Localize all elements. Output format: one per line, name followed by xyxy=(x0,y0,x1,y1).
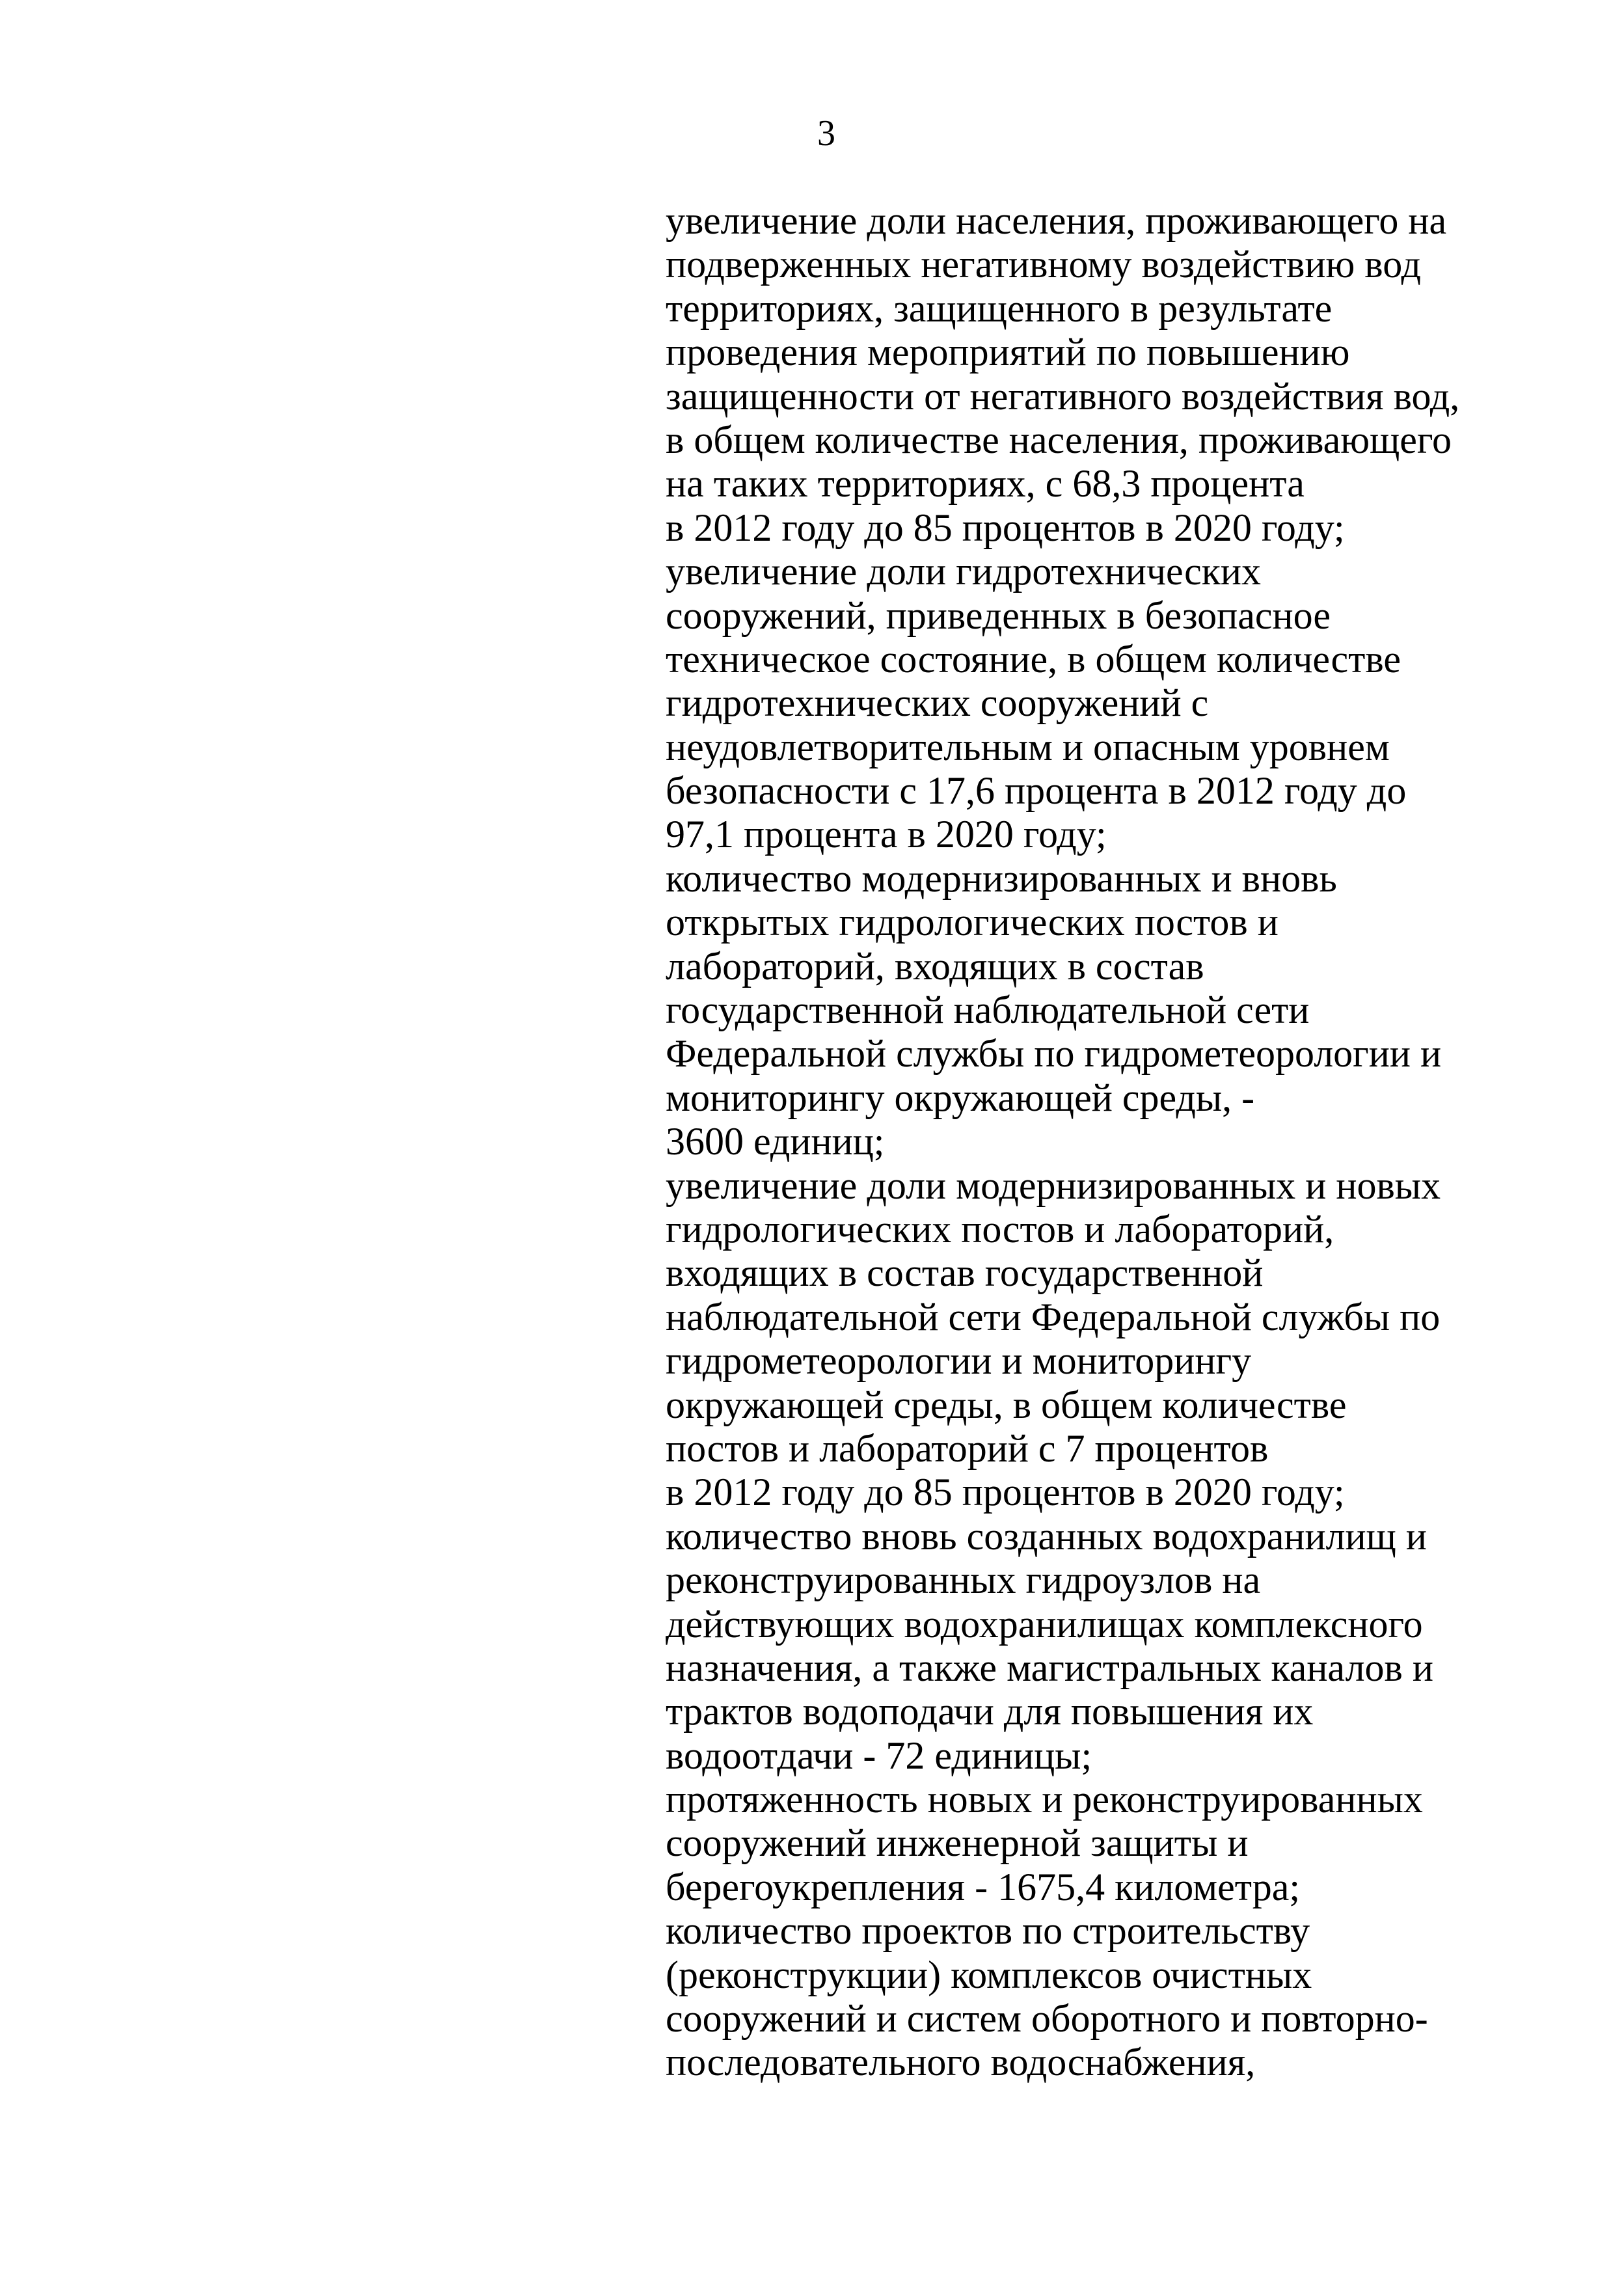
text-line: гидрометеорологии и мониторингу xyxy=(666,1339,1252,1383)
text-line: постов и лабораторий с 7 процентов xyxy=(666,1426,1269,1470)
document-body xyxy=(666,199,1511,2085)
text-line: водоотдачи - 72 единицы; xyxy=(666,1733,1092,1777)
text-line: количество вновь созданных водохранилищ и xyxy=(666,1514,1427,1558)
text-line: неудовлетворительным и опасным уровнем xyxy=(666,725,1390,768)
text-line: гидрологических постов и лабораторий, xyxy=(666,1207,1334,1251)
text-line: территориях, защищенного в результате xyxy=(666,286,1333,330)
text-line: реконструированных гидроузлов на xyxy=(666,1558,1261,1602)
text-line: открытых гидрологических постов и xyxy=(666,901,1279,944)
text-line: подверженных негативному воздействию вод xyxy=(666,243,1422,286)
text-line: мониторингу окружающей среды, - xyxy=(666,1076,1255,1119)
text-line: количество проектов по строительству xyxy=(666,1909,1310,1953)
text-line: наблюдательной сети Федеральной службы по xyxy=(666,1295,1441,1338)
text-line: гидротехнических сооружений с xyxy=(666,681,1209,725)
text-line: (реконструкции) комплексов очистных xyxy=(666,1953,1312,1996)
text-line: защищенности от негативного воздействия вод, xyxy=(666,374,1460,418)
text-line: увеличение доли модернизированных и новых xyxy=(666,1163,1441,1207)
text-line: проведения мероприятий по повышению xyxy=(666,331,1350,374)
text-line: сооружений, приведенных в безопасное xyxy=(666,593,1331,637)
text-line: сооружений и систем оборотного и повторно- xyxy=(666,1997,1428,2041)
text-line: 97,1 процента в 2020 году; xyxy=(666,813,1107,856)
page-number: 3 xyxy=(817,113,835,154)
text-line: государственной наблюдательной сети xyxy=(666,988,1310,1032)
text-line: протяженность новых и реконструированных xyxy=(666,1778,1423,1821)
text-line: берегоукрепления - 1675,4 километра; xyxy=(666,1865,1300,1908)
text-line: последовательного водоснабжения, xyxy=(666,2041,1256,2084)
text-line: трактов водоподачи для повышения их xyxy=(666,1690,1314,1733)
text-line: в общем количестве населения, проживающего xyxy=(666,418,1452,461)
text-line: действующих водохранилищах комплексного xyxy=(666,1602,1423,1646)
text-line: в 2012 году до 85 процентов в 2020 году; xyxy=(666,1471,1345,1514)
text-line: назначения, а также магистральных каналов и xyxy=(666,1646,1433,1689)
text-line: увеличение доли гидротехнических xyxy=(666,550,1262,593)
text-line: входящих в состав государственной xyxy=(666,1251,1264,1295)
text-line: в 2012 году до 85 процентов в 2020 году; xyxy=(666,506,1345,549)
text-line: Федеральной службы по гидрометеорологии и xyxy=(666,1032,1442,1076)
text-line: увеличение доли населения, проживающего на xyxy=(666,199,1447,242)
text-line: безопасности с 17,6 процента в 2012 году до xyxy=(666,769,1407,813)
text-line: на таких территориях, с 68,3 процента xyxy=(666,462,1305,506)
text-line: окружающей среды, в общем количестве xyxy=(666,1383,1347,1426)
text-line: 3600 единиц; xyxy=(666,1120,885,1163)
text-line: лабораторий, входящих в состав xyxy=(666,944,1204,988)
text-line: количество модернизированных и вновь xyxy=(666,856,1337,900)
text-line: техническое состояние, в общем количестве xyxy=(666,637,1401,681)
text-line: сооружений инженерной защиты и xyxy=(666,1821,1249,1865)
